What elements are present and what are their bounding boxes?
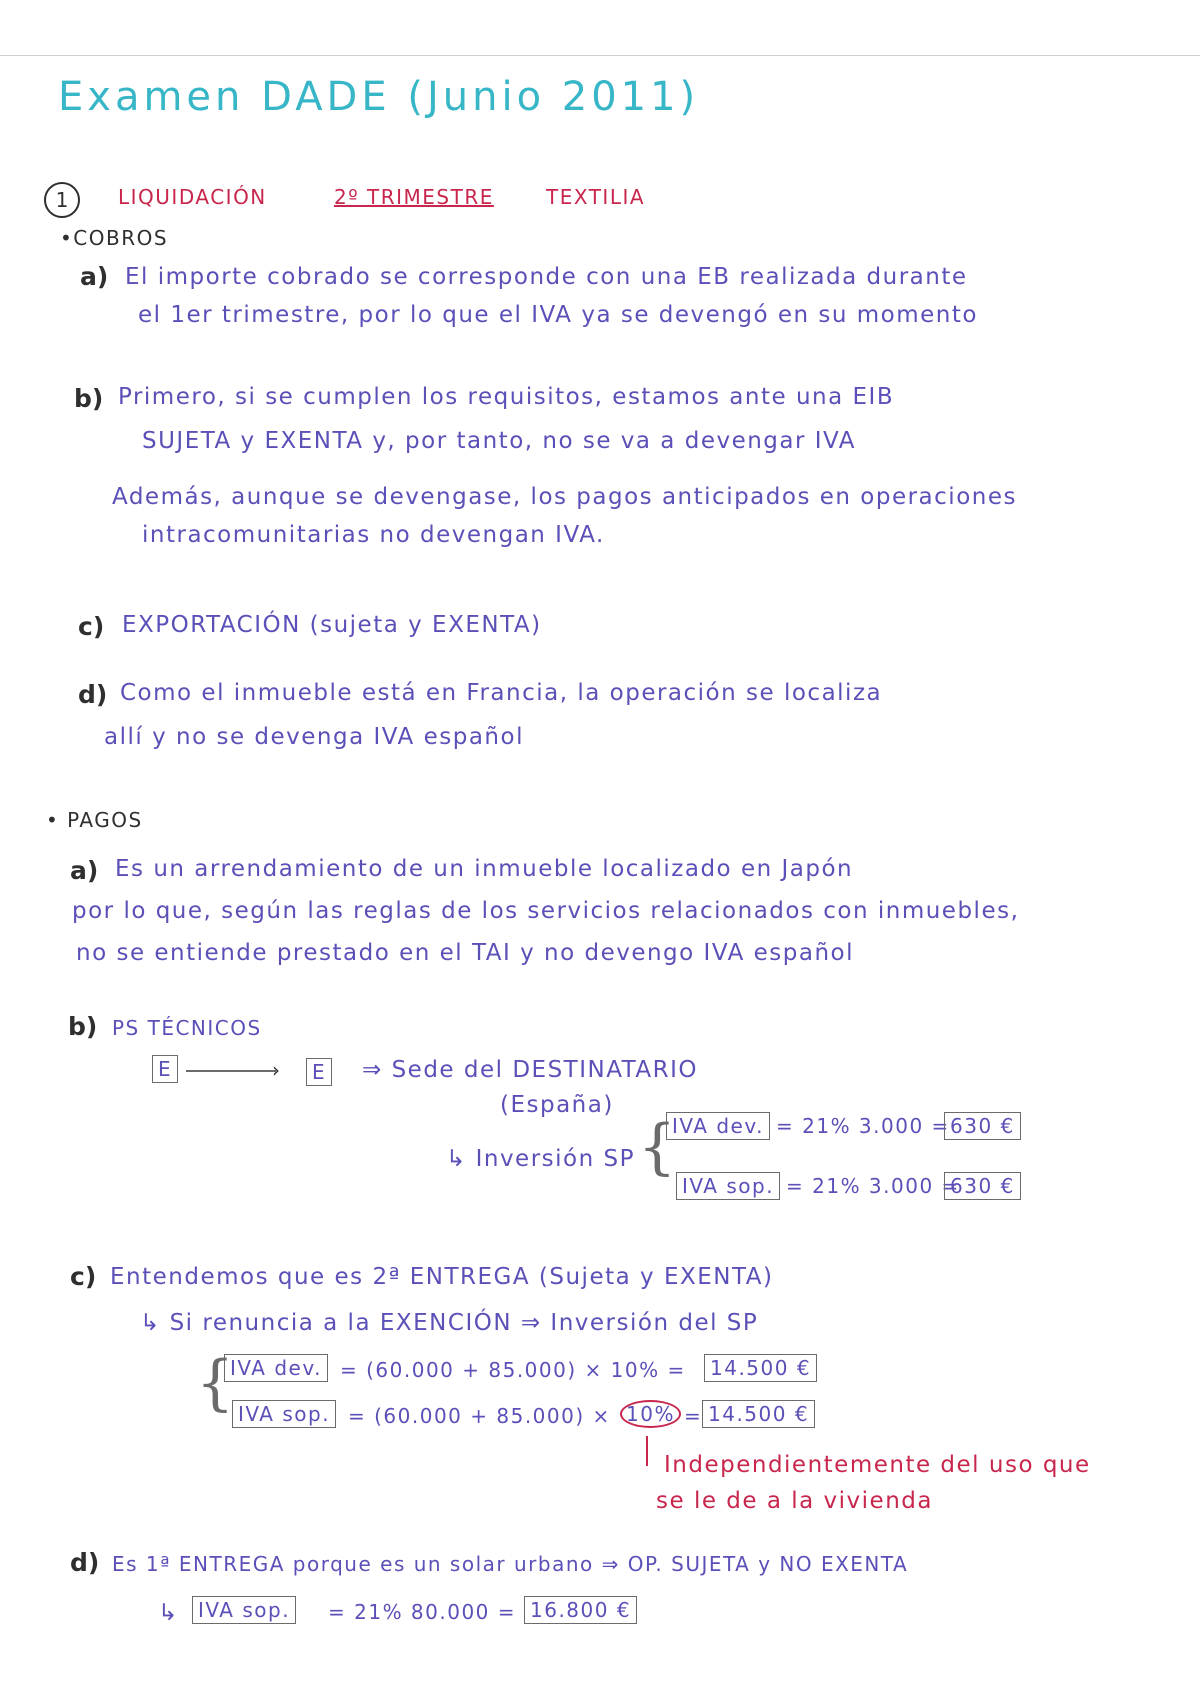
cobros-b-line: SUJETA y EXENTA y, por tanto, no se va a devengar IVA bbox=[142, 428, 857, 454]
cobros-d-line: Como el inmueble está en Francia, la operación se localiza bbox=[120, 680, 883, 706]
pagos-b-sede: ⇒ Sede del DESTINATARIO bbox=[362, 1057, 699, 1083]
pagos-c-iva-dev-calc: = (60.000 + 85.000) × 10% = bbox=[340, 1358, 686, 1382]
pagos-c-iva-dev-result: 14.500 € bbox=[704, 1354, 817, 1382]
section-heading-company: TEXTILIA bbox=[546, 185, 646, 209]
pagos-a-line: por lo que, según las reglas de los servicios relacionados con inmuebles, bbox=[72, 898, 1020, 924]
cobros-d-line: allí y no se devenga IVA español bbox=[104, 724, 524, 750]
cobros-b-line: intracomunitarias no devengan IVA. bbox=[142, 522, 605, 548]
pagos-b-arrow-head: › bbox=[272, 1058, 282, 1082]
pagos-a-line: no se entiende prestado en el TAI y no devengo IVA español bbox=[76, 940, 854, 966]
pagos-c-iva-sop-result: 14.500 € bbox=[702, 1400, 815, 1428]
pagos-d-iva-sop-label: IVA sop. bbox=[192, 1596, 296, 1624]
pagos-d-iva-sop-calc: = 21% 80.000 = bbox=[328, 1600, 517, 1624]
pagos-c-note: Independientemente del uso que bbox=[664, 1452, 1091, 1478]
cobros-b-label: b) bbox=[74, 384, 104, 413]
cobros-a-line: El importe cobrado se corresponde con una EB realizada durante bbox=[125, 264, 968, 290]
cobros-heading: •COBROS bbox=[60, 226, 169, 250]
pagos-heading: • PAGOS bbox=[46, 808, 143, 832]
pagos-b-label: b) bbox=[68, 1012, 98, 1041]
pagos-a-line: Es un arrendamiento de un inmueble localizado en Japón bbox=[115, 856, 854, 882]
pagos-b-inversion: ↳ Inversión SP bbox=[446, 1146, 635, 1172]
pagos-c-iva-dev-label: IVA dev. bbox=[224, 1354, 328, 1382]
pagos-c-iva-sop-calc: = (60.000 + 85.000) × bbox=[348, 1404, 611, 1428]
cobros-b-line: Primero, si se cumplen los requisitos, estamos ante una EIB bbox=[118, 384, 895, 410]
cobros-c-label: c) bbox=[78, 612, 105, 641]
pagos-b-box-to: E bbox=[306, 1058, 332, 1086]
pagos-c-brace: { bbox=[196, 1348, 235, 1418]
pagos-b-iva-dev-calc: = 21% 3.000 = bbox=[776, 1114, 950, 1138]
pagos-b-iva-sop-calc: = 21% 3.000 = bbox=[786, 1174, 960, 1198]
pagos-b-iva-sop-label: IVA sop. bbox=[676, 1172, 780, 1200]
pagos-c-iva-sop-eq: = bbox=[684, 1404, 703, 1428]
cobros-d-label: d) bbox=[78, 680, 108, 709]
pagos-c-note-pointer bbox=[646, 1436, 648, 1466]
pagos-b-iva-dev-label: IVA dev. bbox=[666, 1112, 770, 1140]
pagos-d-line: Es 1ª ENTREGA porque es un solar urbano ⇒ OP. SUJETA y NO EXENTA bbox=[112, 1552, 909, 1576]
pagos-c-label: c) bbox=[70, 1262, 97, 1291]
pagos-c-note: se le de a la vivienda bbox=[656, 1488, 933, 1514]
pagos-c-iva-sop-rate: 10% bbox=[620, 1400, 681, 1428]
pagos-d-iva-sop-result: 16.800 € bbox=[524, 1596, 637, 1624]
cobros-a-line: el 1er trimestre, por lo que el IVA ya se devengó en su momento bbox=[138, 302, 978, 328]
pagos-d-arrow: ↳ bbox=[158, 1600, 179, 1626]
pagos-c-iva-sop-label: IVA sop. bbox=[232, 1400, 336, 1428]
pagos-b-heading: PS TÉCNICOS bbox=[112, 1016, 262, 1040]
section-number: 1 bbox=[44, 182, 80, 218]
pagos-a-label: a) bbox=[70, 856, 99, 885]
pagos-b-iva-sop-result: 630 € bbox=[944, 1172, 1021, 1200]
cobros-b-line: Además, aunque se devengase, los pagos anticipados en operaciones bbox=[112, 484, 1017, 510]
pagos-b-brace: { bbox=[638, 1112, 677, 1182]
pagos-b-arrow bbox=[186, 1070, 276, 1072]
cobros-c-line: EXPORTACIÓN (sujeta y EXENTA) bbox=[122, 612, 542, 638]
section-heading-trimestre: 2º TRIMESTRE bbox=[334, 185, 494, 209]
pagos-c-line: ↳ Si renuncia a la EXENCIÓN ⇒ Inversión del SP bbox=[140, 1310, 759, 1336]
top-divider bbox=[0, 55, 1200, 56]
pagos-d-label: d) bbox=[70, 1548, 100, 1577]
page-title: Examen DADE (Junio 2011) bbox=[58, 74, 700, 120]
section-heading-liquidacion: LIQUIDACIÓN bbox=[118, 185, 267, 209]
cobros-a-label: a) bbox=[80, 262, 109, 291]
pagos-b-box-from: E bbox=[152, 1055, 178, 1083]
pagos-b-iva-dev-result: 630 € bbox=[944, 1112, 1021, 1140]
pagos-c-line: Entendemos que es 2ª ENTREGA (Sujeta y EXENTA) bbox=[110, 1264, 774, 1290]
pagos-b-espana: (España) bbox=[500, 1092, 614, 1118]
